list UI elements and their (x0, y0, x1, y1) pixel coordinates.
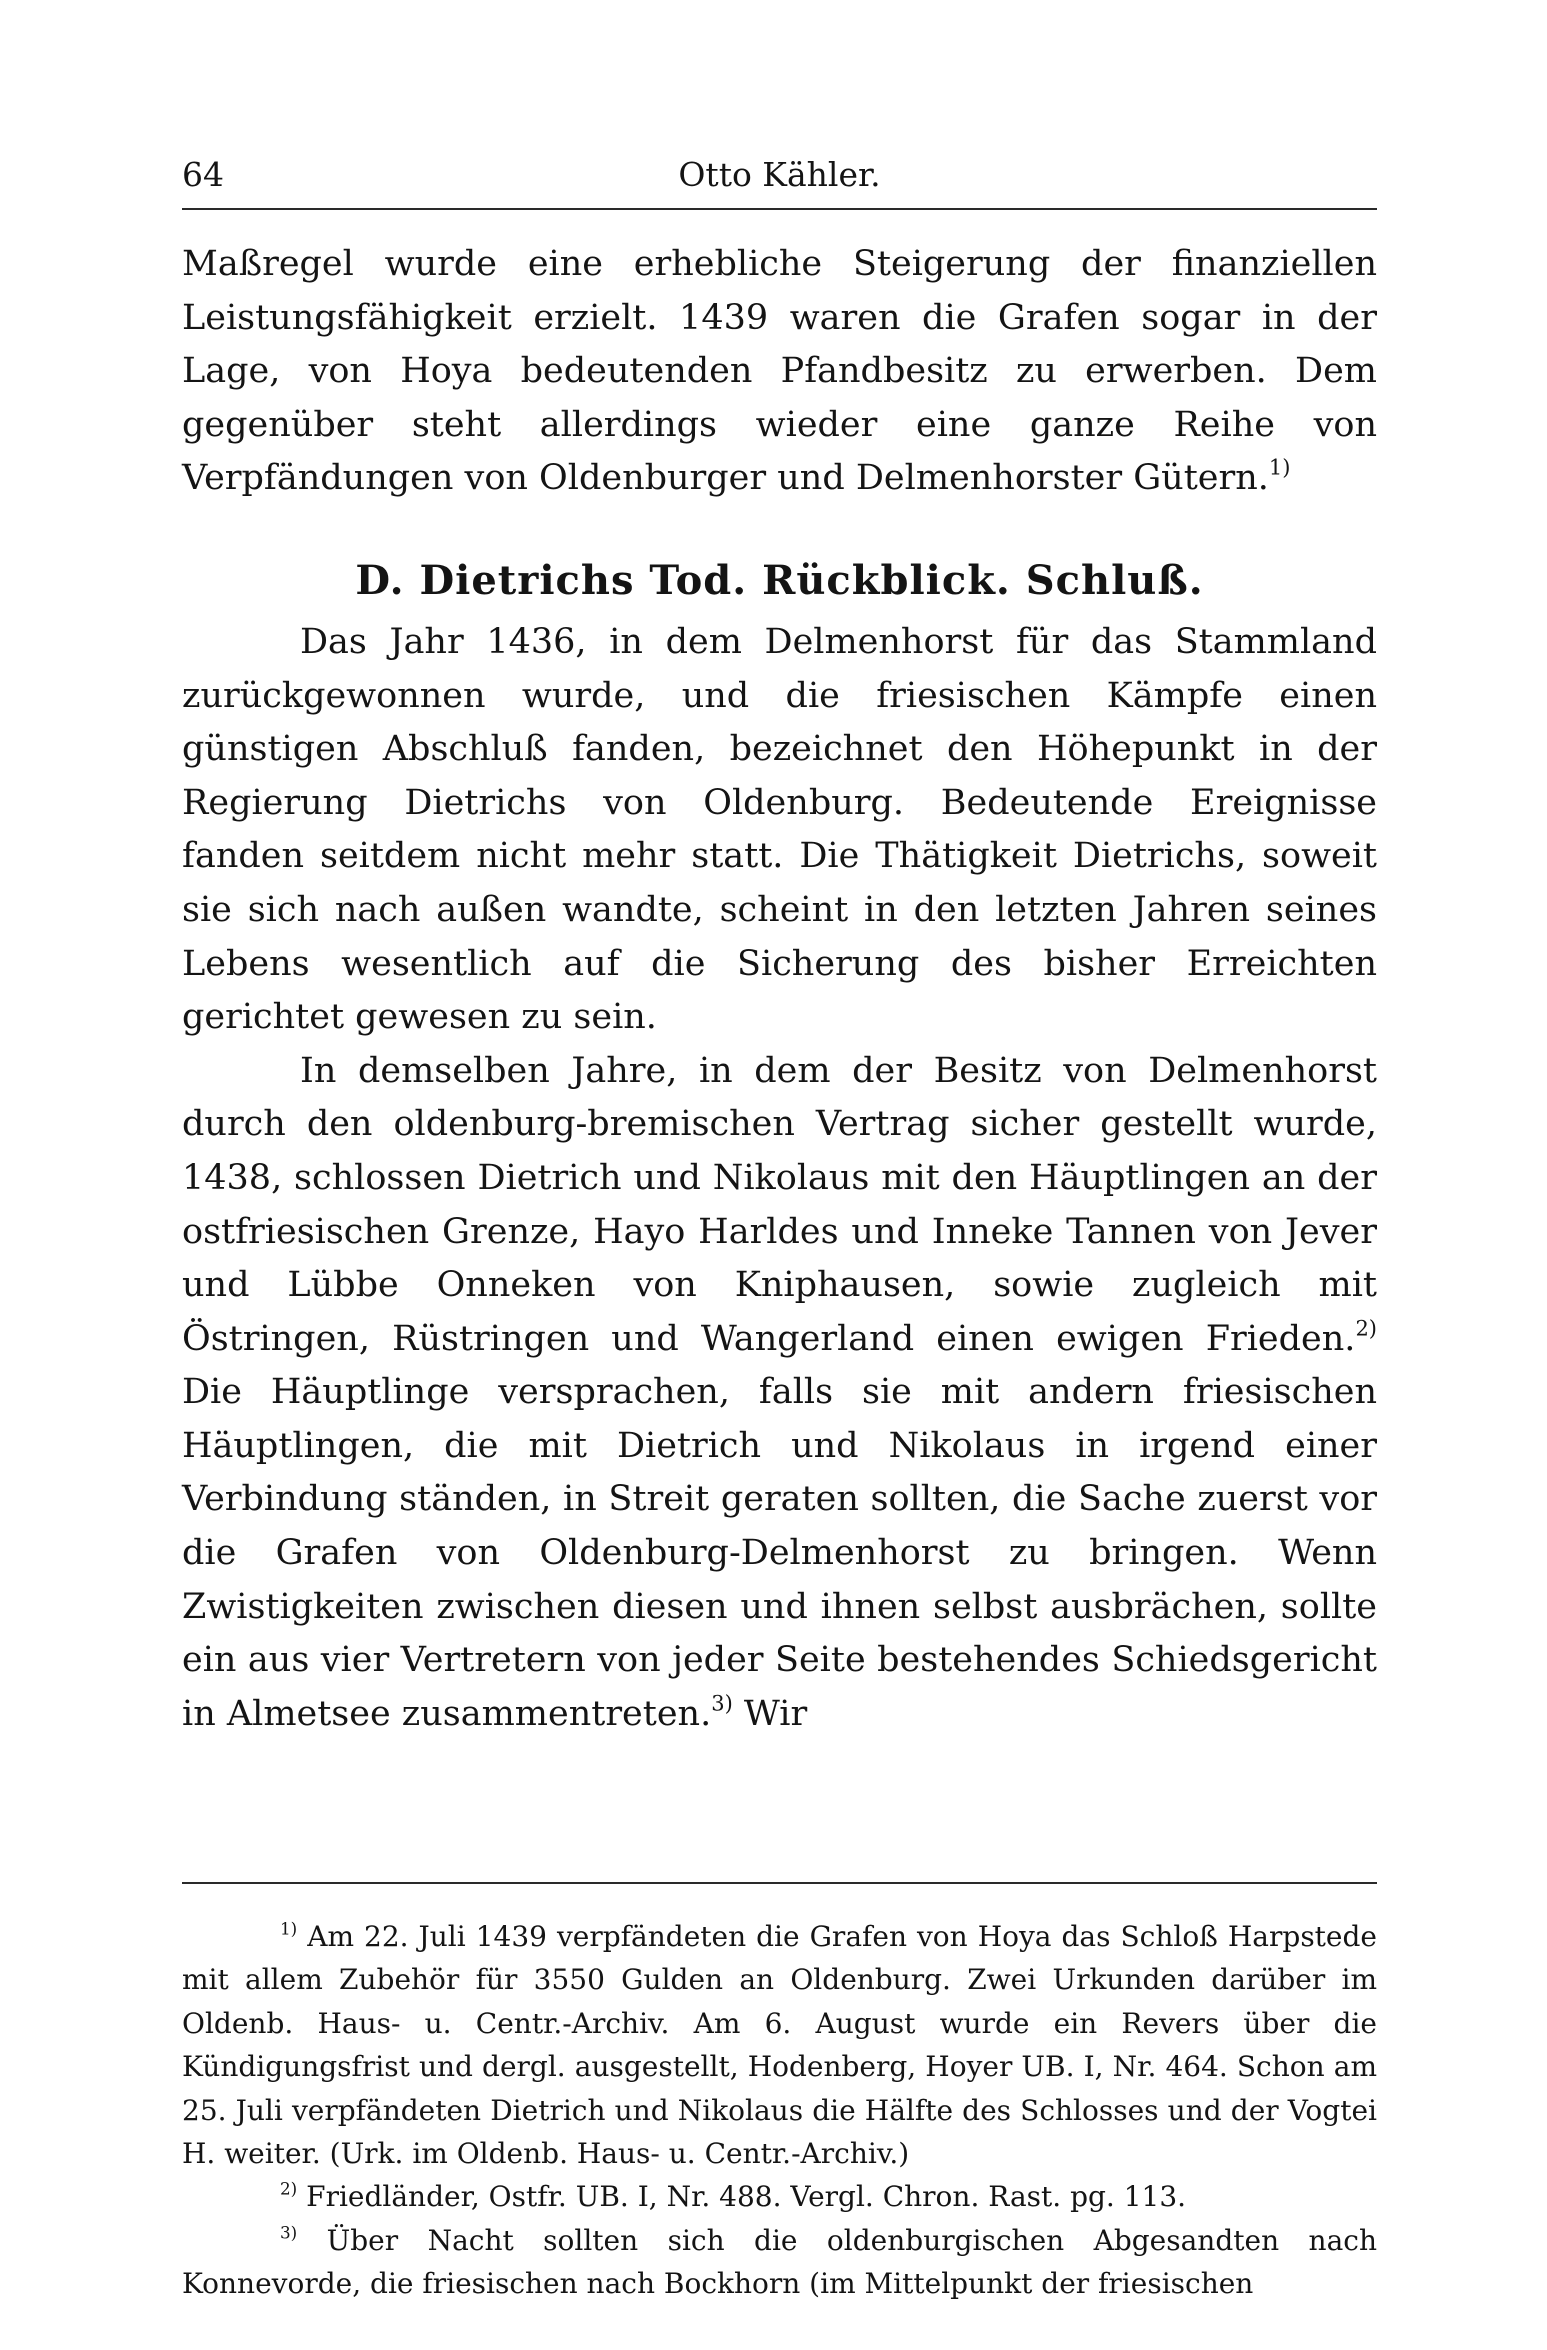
footnote-reference-2: 2) (1355, 1316, 1377, 1340)
footnote-marker-1: 1) (280, 1918, 298, 1939)
paragraph-peace-treaty (182, 1045, 1377, 1742)
paragraph-peace-treaty-text-3: Wir (732, 1693, 808, 1734)
footnote-reference-1: 1) (1268, 455, 1291, 480)
section-heading: D. Dietrichs Tod. Rückblick. Schluß. (355, 556, 1204, 604)
paragraph-peace-treaty-text-1: In demselben Jahre, in dem der Besitz von Delmenhorst durch den oldenburg-bremischen Vertrag sicher gestellt wurde, 1438, schlossen Dietrich und Nikolaus mit den Häuptlingen an der ostfriesischen Grenze, Hayo Harldes und Inneke Tannen von Jever und Lübbe Onneken von Kniphausen, sowie zugleich mit Östringen, Rüstringen und Wangerland einen ewigen Frieden. (182, 1050, 1377, 1359)
footnote-3 (182, 2219, 1377, 2306)
paragraph-dietrich-summary: Das Jahr 1436, in dem Delmenhorst für das Stammland zurückgewonnen wurde, und die friesischen Kämpfe einen günstigen Abschluß fanden, bezeichnet den Höhepunkt in der Regierung Dietrichs von Oldenburg. Bedeutende Ereignisse fanden seitdem nicht mehr statt. Die Thätigkeit Dietrichs, soweit sie sich nach außen wandte, scheint in den letzten Jahren seines Lebens wesentlich auf die Sicherung des bisher Erreichten gerichtet gewesen zu sein. (182, 621, 1377, 1038)
footnote-marker-2: 2) (280, 2178, 298, 2199)
header-rule (182, 208, 1377, 210)
book-page (182, 150, 1377, 2301)
intro-paragraph-text: Maßregel wurde eine erhebliche Steigerung der finanziellen Leistungsfähigkeit erzielt. 1439 waren die Grafen sogar in der Lage, von Hoya bedeutenden Pfandbesitz zu erwerben. Dem gegenüber steht allerdings wieder eine ganze Reihe von Verpfändungen von Oldenburger und Delmenhorster Gütern. (182, 244, 1377, 499)
footnote-1 (182, 1915, 1377, 2175)
running-header (182, 150, 1377, 200)
paragraph-peace-treaty-text-2: Die Häuptlinge versprachen, falls sie mit andern friesischen Häuptlingen, die mit Dietrich und Nikolaus in irgend einer Verbindung ständen, in Streit geraten sollten, die Sache zuerst vor die Grafen von Oldenburg-Delmenhorst zu bringen. Wenn Zwistigkeiten zwischen diesen und ihnen selbst ausbrächen, sollte ein aus vier Vertretern von jeder Seite bestehendes Schiedsgericht in Almetsee zusammentreten. (182, 1372, 1377, 1734)
page-number: 64 (182, 155, 224, 194)
intro-paragraph (182, 238, 1377, 506)
main-text (182, 238, 1377, 1741)
footnote-2 (182, 2175, 1377, 2218)
running-title: Otto Kähler. (678, 155, 881, 194)
footnote-text-1: Am 22. Juli 1439 verpfändeten die Grafen von Hoya das Schloß Harpstede mit allem Zubehör für 3550 Gulden an Oldenburg. Zwei Urkunden darüber im Oldenb. Haus- u. Centr.-Archiv. Am 6. August wurde ein Revers über die Kündigungsfrist und dergl. ausgestellt, Hodenberg, Hoyer UB. I, Nr. 464. Schon am 25. Juli verpfändeten Dietrich und Nikolaus die Hälfte des Schlosses und der Vogtei H. weiter. (Urk. im Oldenb. Haus- u. Centr.-Archiv.) (182, 1920, 1377, 2171)
footnote-text-3: Über Nacht sollten sich die oldenburgischen Abgesandten nach Konnevorde, die friesischen nach Bockhorn (im Mittelpunkt der friesischen (182, 2223, 1377, 2301)
footnotes (182, 1915, 1377, 2306)
footnote-rule (182, 1882, 1377, 1884)
footnote-text-2: Friedländer, Ostfr. UB. I, Nr. 488. Vergl. Chron. Rast. pg. 113. (297, 2180, 1187, 2214)
footnote-reference-3: 3) (711, 1691, 733, 1716)
footnote-marker-3: 3) (280, 2222, 298, 2243)
